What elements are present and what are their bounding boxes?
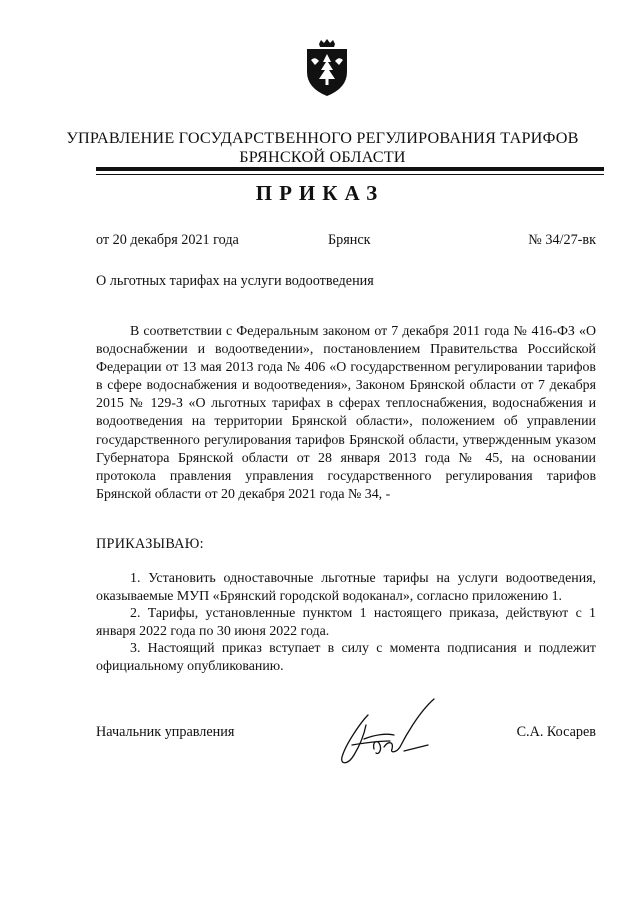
- preamble-block: [96, 323, 596, 504]
- order-keyword: ПРИКАЗЫВАЮ:: [96, 536, 204, 552]
- handwritten-signature: [334, 695, 444, 767]
- header-divider-thin: [96, 174, 604, 175]
- document-number: № 34/27-вк: [528, 232, 596, 248]
- document-subject: О льготных тарифах на услуги водоотведения: [96, 273, 374, 289]
- signatory-position: Начальник управления: [96, 724, 235, 740]
- order-item-1: 1. Установить одноставочные льготные тарифы на услуги водоотведения, оказываемые МУП «Брянский городской водоканал», согласно приложению 1.: [96, 571, 596, 604]
- order-items: [96, 570, 596, 675]
- coat-of-arms-icon: [301, 38, 353, 98]
- document-title: ПРИКАЗ: [255, 181, 385, 205]
- organization-region: БРЯНСКОЙ ОБЛАСТИ: [239, 148, 406, 166]
- preamble-paragraph: В соответствии с Федеральным законом от 7 декабря 2011 года № 416-ФЗ «О водоснабжении и водоотведении», постановлением Правительства Российской Федерации от 13 мая 2013 года № 406 «О государственном регулировании тарифов в сфере водоснабжения и водоотведения», Законом Брянской области от 7 декабря 2015 № 129-З «О льготных тарифах в сферах теплоснабжения, водоснабжения и водоотведения на территории Брянской области», положением об управлении государственного регулирования тарифов Брянской области, утвержденным указом Губернатора Брянской области от 28 января 2013 года № 45, на основании протокола правления управления государственного регулирования тарифов Брянской области от 20 декабря 2021 года № 34, -: [96, 324, 596, 502]
- signatory-name: С.А. Косарев: [516, 724, 596, 740]
- document-date: от 20 декабря 2021 года: [96, 232, 239, 248]
- order-item-3: 3. Настоящий приказ вступает в силу с момента подписания и подлежит официальному опубликованию.: [96, 641, 596, 674]
- document-city: Брянск: [328, 232, 371, 248]
- order-item-2: 2. Тарифы, установленные пунктом 1 настоящего приказа, действуют с 1 января 2022 года по 30 июня 2022 года.: [96, 606, 596, 639]
- header-divider-thick: [96, 167, 604, 171]
- organization-name: УПРАВЛЕНИЕ ГОСУДАРСТВЕННОГО РЕГУЛИРОВАНИЯ ТАРИФОВ: [66, 129, 579, 147]
